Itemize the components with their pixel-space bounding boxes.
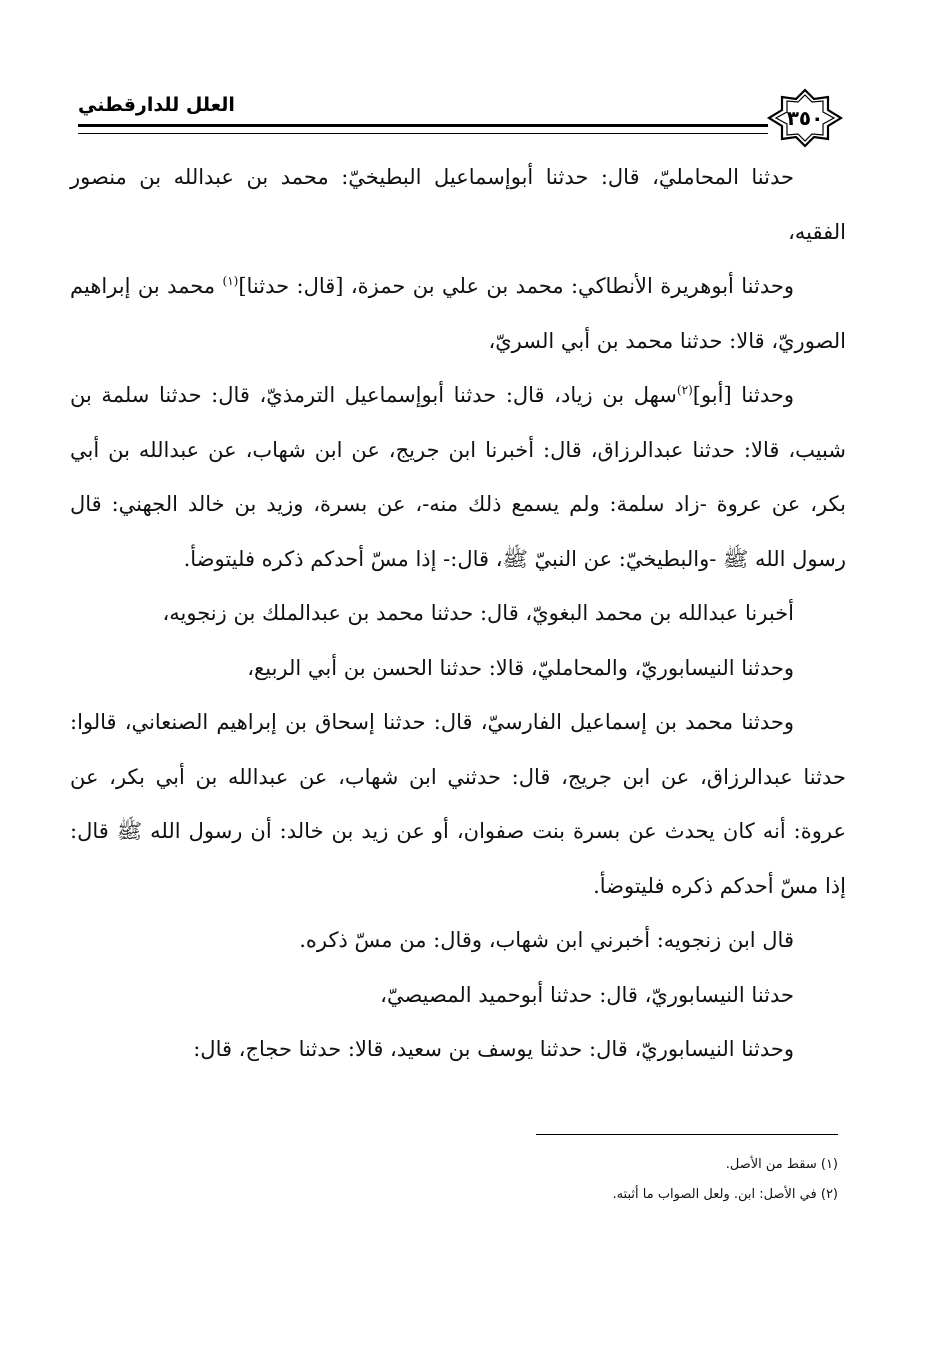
- footnote-2-text: في الأصل: ابن. ولعل الصواب ما أثبته.: [612, 1187, 817, 1202]
- footnote-1-marker: (١): [820, 1157, 838, 1172]
- footnote-1: [300, 1150, 838, 1180]
- paragraph-2-text-a: وحدثنا أبوهريرة الأنطاكي: محمد بن علي بن حمزة، [قال: حدثنا]: [238, 274, 794, 298]
- paragraph-6: وحدثنا محمد بن إسماعيل الفارسيّ، قال: حدثنا إسحاق بن إبراهيم الصنعاني، قالوا: حدثنا عبدالرزاق، عن ابن جريج، قال: حدثني ابن شهاب، عن عبدالله بن أبي بكر، عن عروة: أنه كان يحدث عن بسرة بنت صفوان، أو عن زيد بن خالد: أن رسول الله ﷺ قال: إذا مسّ أحدكم ذكره فليتوضأ.: [70, 710, 846, 898]
- paragraph-2-text-b: محمد بن إبراهيم الصوريّ، قالا: حدثنا محمد بن أبي السريّ،: [70, 274, 846, 353]
- page-number-badge: [766, 88, 844, 148]
- paragraph-2: [70, 259, 846, 368]
- footnote-separator: [536, 1134, 838, 1135]
- footnote-1-text: سقط من الأصل.: [725, 1157, 817, 1172]
- header-double-rule: [78, 124, 768, 134]
- footnote-2-marker: (٢): [820, 1187, 838, 1202]
- paragraph-8: حدثنا النيسابوريّ، قال: حدثنا أبوحميد المصيصيّ،: [380, 982, 794, 1007]
- main-text: [70, 150, 846, 1077]
- paragraph-3: [70, 368, 846, 586]
- footnote-ref-1: (١): [222, 274, 239, 288]
- running-header: [78, 88, 858, 148]
- paragraph-5: وحدثنا النيسابوريّ، والمحامليّ، قالا: حدثنا الحسن بن أبي الربيع،: [247, 655, 794, 680]
- paragraph-3-text-a: وحدثنا [أبو]: [692, 383, 794, 407]
- footnote-2: [300, 1180, 838, 1210]
- footnote-ref-2: (٢): [676, 383, 693, 397]
- footnotes: [300, 1150, 838, 1210]
- paragraph-3-text-b: سهل بن زياد، قال: حدثنا أبوإسماعيل الترمذيّ، قال: حدثنا سلمة بن شبيب، قالا: حدثنا عبدالرزاق، قال: أخبرنا ابن جريج، عن ابن شهاب، عن عبدالله بن أبي بكر، عن عروة -زاد سلمة: ولم يسمع ذلك منه-، عن بسرة، وزيد بن خالد الجهني: قال رسول الله ﷺ -والبطيخيّ: عن النبيّ ﷺ، قال:- إذا مسّ أحدكم ذكره فليتوضأ.: [70, 383, 846, 571]
- page-number: ٣٥٠: [786, 106, 824, 130]
- paragraph-9: وحدثنا النيسابوريّ، قال: حدثنا يوسف بن سعيد، قالا: حدثنا حجاج، قال:: [193, 1037, 794, 1061]
- paragraph-7: قال ابن زنجويه: أخبرني ابن شهاب، وقال: من مسّ ذكره.: [299, 928, 794, 952]
- paragraph-1: حدثنا المحامليّ، قال: حدثنا أبوإسماعيل البطيخيّ: محمد بن عبدالله بن منصور الفقيه،: [70, 165, 846, 244]
- book-title: العلل للدارقطني: [78, 94, 235, 116]
- paragraph-4: أخبرنا عبدالله بن محمد البغويّ، قال: حدثنا محمد بن عبدالملك بن زنجويه،: [162, 601, 794, 625]
